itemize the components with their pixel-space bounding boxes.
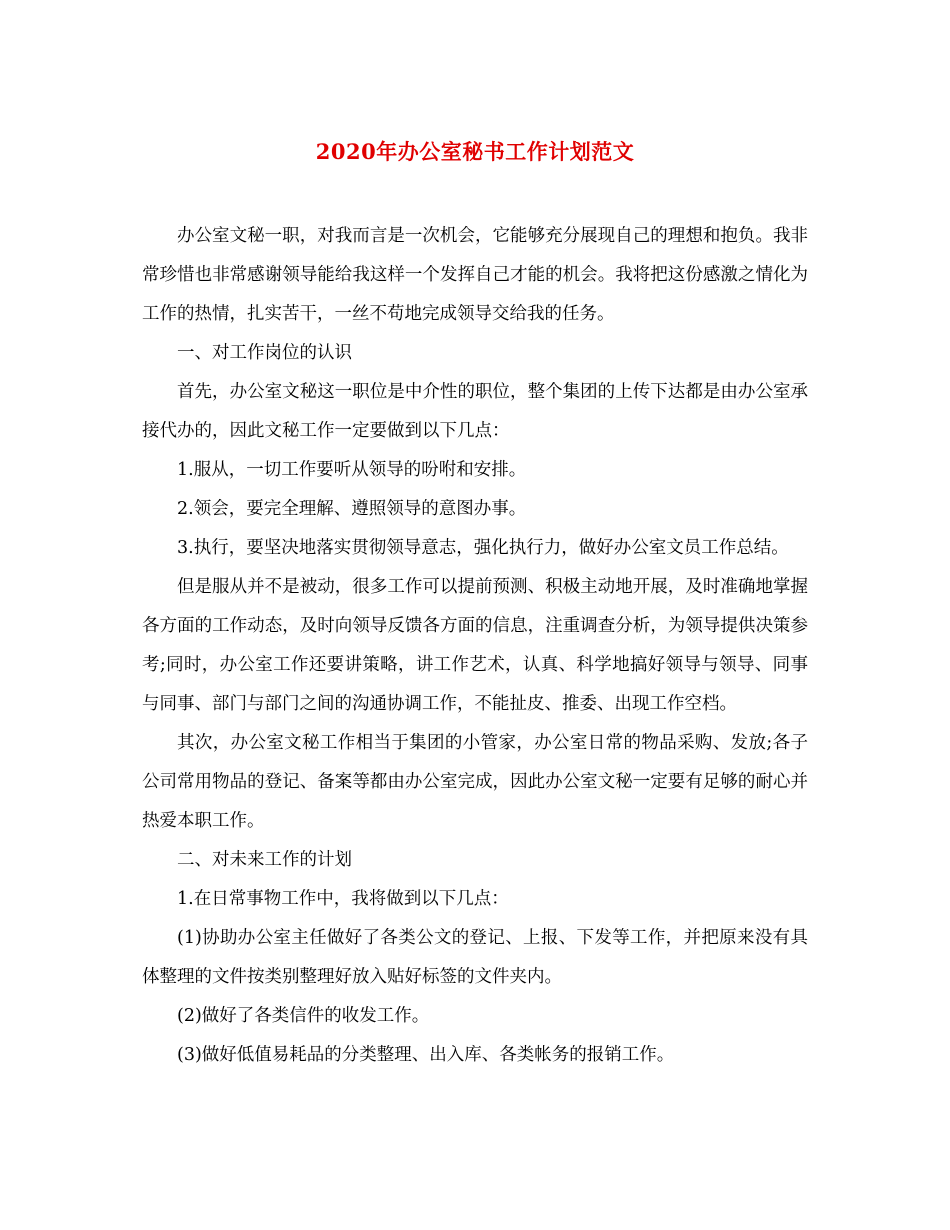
list-item: 3.执行，要坚决地落实贯彻领导意志，强化执行力，做好办公室文员工作总结。: [177, 538, 789, 558]
list-item: (3)做好低值易耗品的分类整理、出入库、各类帐务的报销工作。: [177, 1045, 675, 1065]
section-heading-1: 一、对工作岗位的认识: [177, 343, 352, 363]
paragraph: 其次，办公室文秘工作相当于集团的小管家，办公室日常的物品采购、发放;各子公司常用物品的登记、备案等都由办公室完成，因此办公室文秘一定要有足够的耐心并热爱本职工作。: [142, 733, 808, 831]
list-item: (2)做好了各类信件的收发工作。: [177, 1006, 430, 1026]
document-body: [142, 217, 808, 1075]
paragraph-intro: 办公室文秘一职，对我而言是一次机会，它能够充分展现自己的理想和抱负。我非常珍惜也非常感谢领导能给我这样一个发挥自己才能的机会。我将把这份感激之情化为工作的热情，扎实苦干，一丝不苟地完成领导交给我的任务。: [142, 226, 808, 324]
document-title: 2020年办公室秘书工作计划范文: [315, 139, 635, 164]
list-item: 1.服从，一切工作要听从领导的吩咐和安排。: [177, 460, 527, 480]
list-item: 2.领会，要完全理解、遵照领导的意图办事。: [177, 499, 527, 519]
list-item: (1)协助办公室主任做好了各类公文的登记、上报、下发等工作，并把原来没有具体整理的文件按类别整理好放入贴好标签的文件夹内。: [142, 928, 808, 987]
paragraph: 但是服从并不是被动，很多工作可以提前预测、积极主动地开展，及时准确地掌握各方面的工作动态，及时向领导反馈各方面的信息，注重调查分析，为领导提供决策参考;同时，办公室工作还要讲策略，讲工作艺术，认真、科学地搞好领导与领导、同事与同事、部门与部门之间的沟通协调工作，不能扯皮、推委、出现工作空档。: [142, 577, 808, 714]
list-item: 1.在日常事物工作中，我将做到以下几点：: [177, 889, 509, 909]
paragraph: 首先，办公室文秘这一职位是中介性的职位，整个集团的上传下达都是由办公室承接代办的，因此文秘工作一定要做到以下几点：: [142, 382, 808, 441]
section-heading-2: 二、对未来工作的计划: [177, 850, 352, 870]
